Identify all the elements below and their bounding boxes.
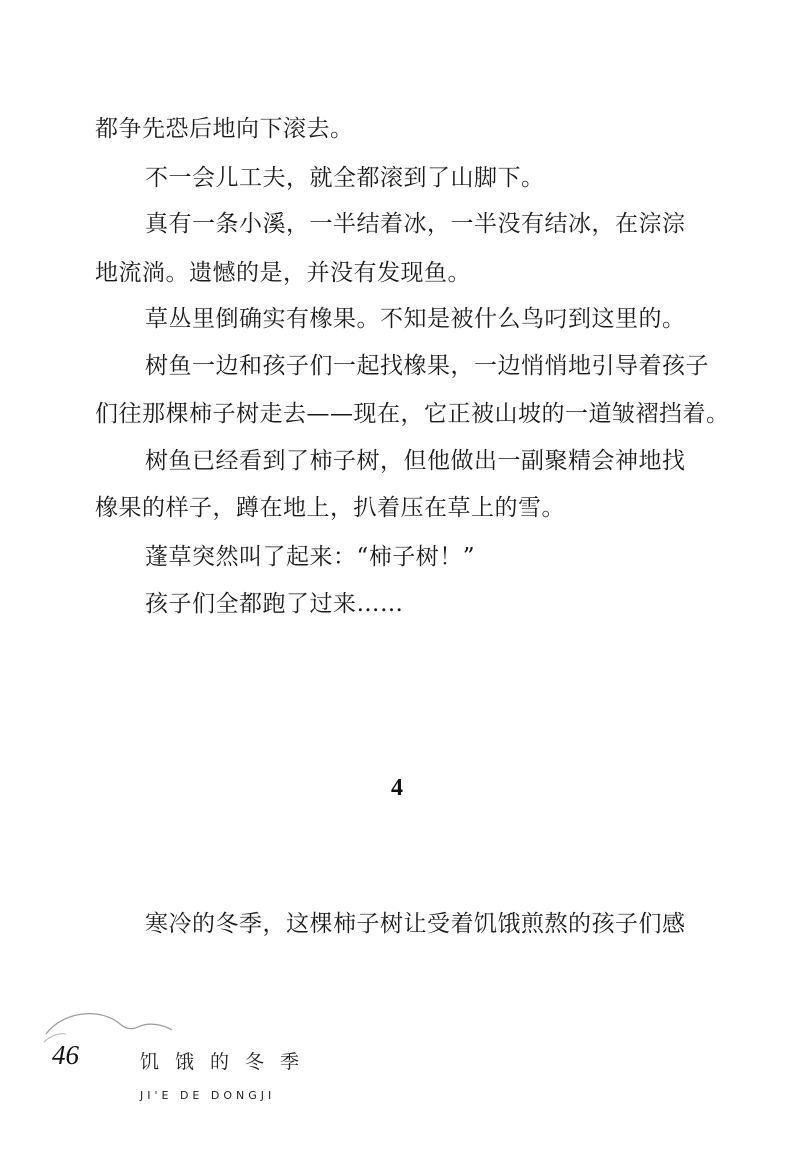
text-line: 孩子们全都跑了过来…… — [145, 591, 404, 617]
text-line: 们往那棵柿子树走去——现在，它正被山坡的一道皱褶挡着。 — [95, 401, 730, 427]
text-line: 真有一条小溪，一半结着冰，一半没有结冰，在淙淙 — [145, 211, 686, 237]
text-line: 都争先恐后地向下滚去。 — [95, 116, 354, 142]
text-line: 树鱼已经看到了柿子树，但他做出一副聚精会神地找 — [145, 448, 686, 474]
text-line: 寒冷的冬季，这棵柿子树让受着饥饿煎熬的孩子们感 — [145, 911, 686, 937]
book-title-pinyin: JI'E DE DONGJI — [140, 1089, 276, 1102]
text-line: 树鱼一边和孩子们一起找橡果，一边悄悄地引导着孩子 — [145, 353, 709, 379]
text-line: 草丛里倒确实有橡果。不知是被什么鸟叼到这里的。 — [145, 306, 686, 332]
text-line: 橡果的样子，蹲在地上，扒着压在草上的雪。 — [95, 495, 565, 521]
page-number: 46 — [52, 1040, 79, 1070]
text-line: 地流淌。遗憾的是，并没有发现鱼。 — [95, 260, 471, 286]
book-title: 饥饿的冬季 — [140, 1051, 316, 1073]
text-line: 蓬草突然叫了起来：“柿子树！” — [145, 544, 476, 570]
chapter-number: 4 — [391, 775, 403, 801]
text-line: 不一会儿工夫，就全都滚到了山脚下。 — [145, 165, 545, 191]
